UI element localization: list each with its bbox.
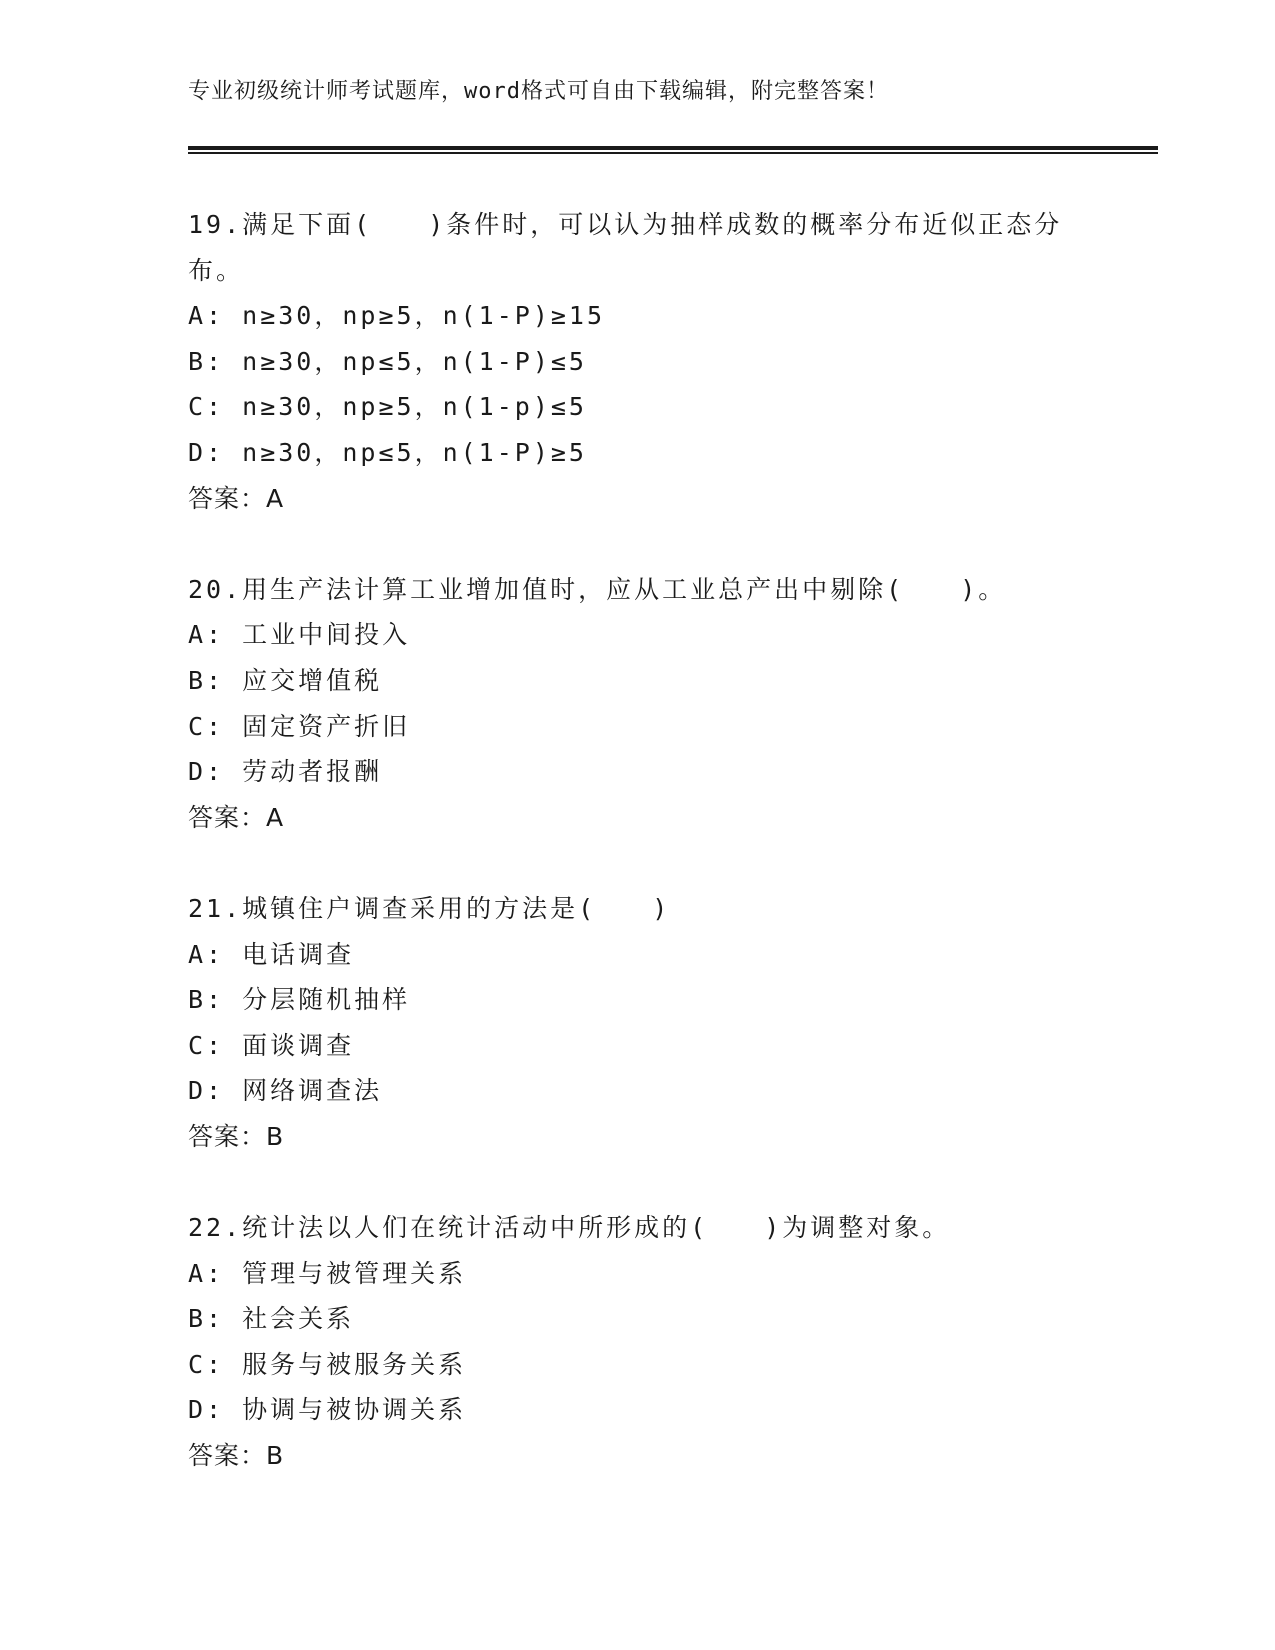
- option-d: D: 劳动者报酬: [188, 757, 383, 787]
- question-stem: 19.满足下面( )条件时，可以认为抽样成数的概率分布近似正态分布。: [188, 210, 1063, 285]
- option-a: A: 管理与被管理关系: [188, 1258, 467, 1288]
- answer-label: 答案：B: [188, 1121, 285, 1151]
- option-b: B: n≥30，np≤5，n(1-P)≤5: [188, 346, 587, 376]
- option-c: C: 服务与被服务关系: [188, 1349, 467, 1379]
- page-header: 专业初级统计师考试题库，word格式可自由下载编辑，附完整答案！: [188, 79, 889, 104]
- option-d: D: n≥30，np≤5，n(1-P)≥5: [188, 437, 587, 467]
- option-c: C: 面谈调查: [188, 1030, 355, 1060]
- question-20: [188, 567, 1088, 841]
- answer-label: 答案：A: [188, 802, 285, 832]
- option-a: A: n≥30，np≥5，n(1-P)≥15: [188, 301, 606, 331]
- question-22: [188, 1205, 1088, 1479]
- option-c: C: 固定资产折旧: [188, 711, 411, 741]
- question-21: [188, 886, 1088, 1160]
- header-rule-thick: [188, 146, 1158, 150]
- option-c: C: n≥30，np≥5，n(1-p)≤5: [188, 392, 587, 422]
- question-list: [188, 202, 1088, 1524]
- option-b: B: 社会关系: [188, 1304, 355, 1334]
- option-b: B: 分层随机抽样: [188, 985, 411, 1015]
- answer-label: 答案：A: [188, 483, 285, 513]
- option-a: A: 工业中间投入: [188, 620, 411, 650]
- answer-label: 答案：B: [188, 1441, 285, 1471]
- option-d: D: 网络调查法: [188, 1076, 383, 1106]
- header-rule-thin: [188, 152, 1158, 154]
- question-stem: 22.统计法以人们在统计活动中所形成的( )为调整对象。: [188, 1213, 951, 1243]
- option-a: A: 电话调查: [188, 939, 355, 969]
- question-stem: 21.城镇住户调查采用的方法是( ): [188, 893, 671, 923]
- question-19: [188, 202, 1088, 521]
- question-stem: 20.用生产法计算工业增加值时，应从工业总产出中剔除( )。: [188, 574, 1007, 604]
- option-b: B: 应交增值税: [188, 665, 383, 695]
- option-d: D: 协调与被协调关系: [188, 1395, 467, 1425]
